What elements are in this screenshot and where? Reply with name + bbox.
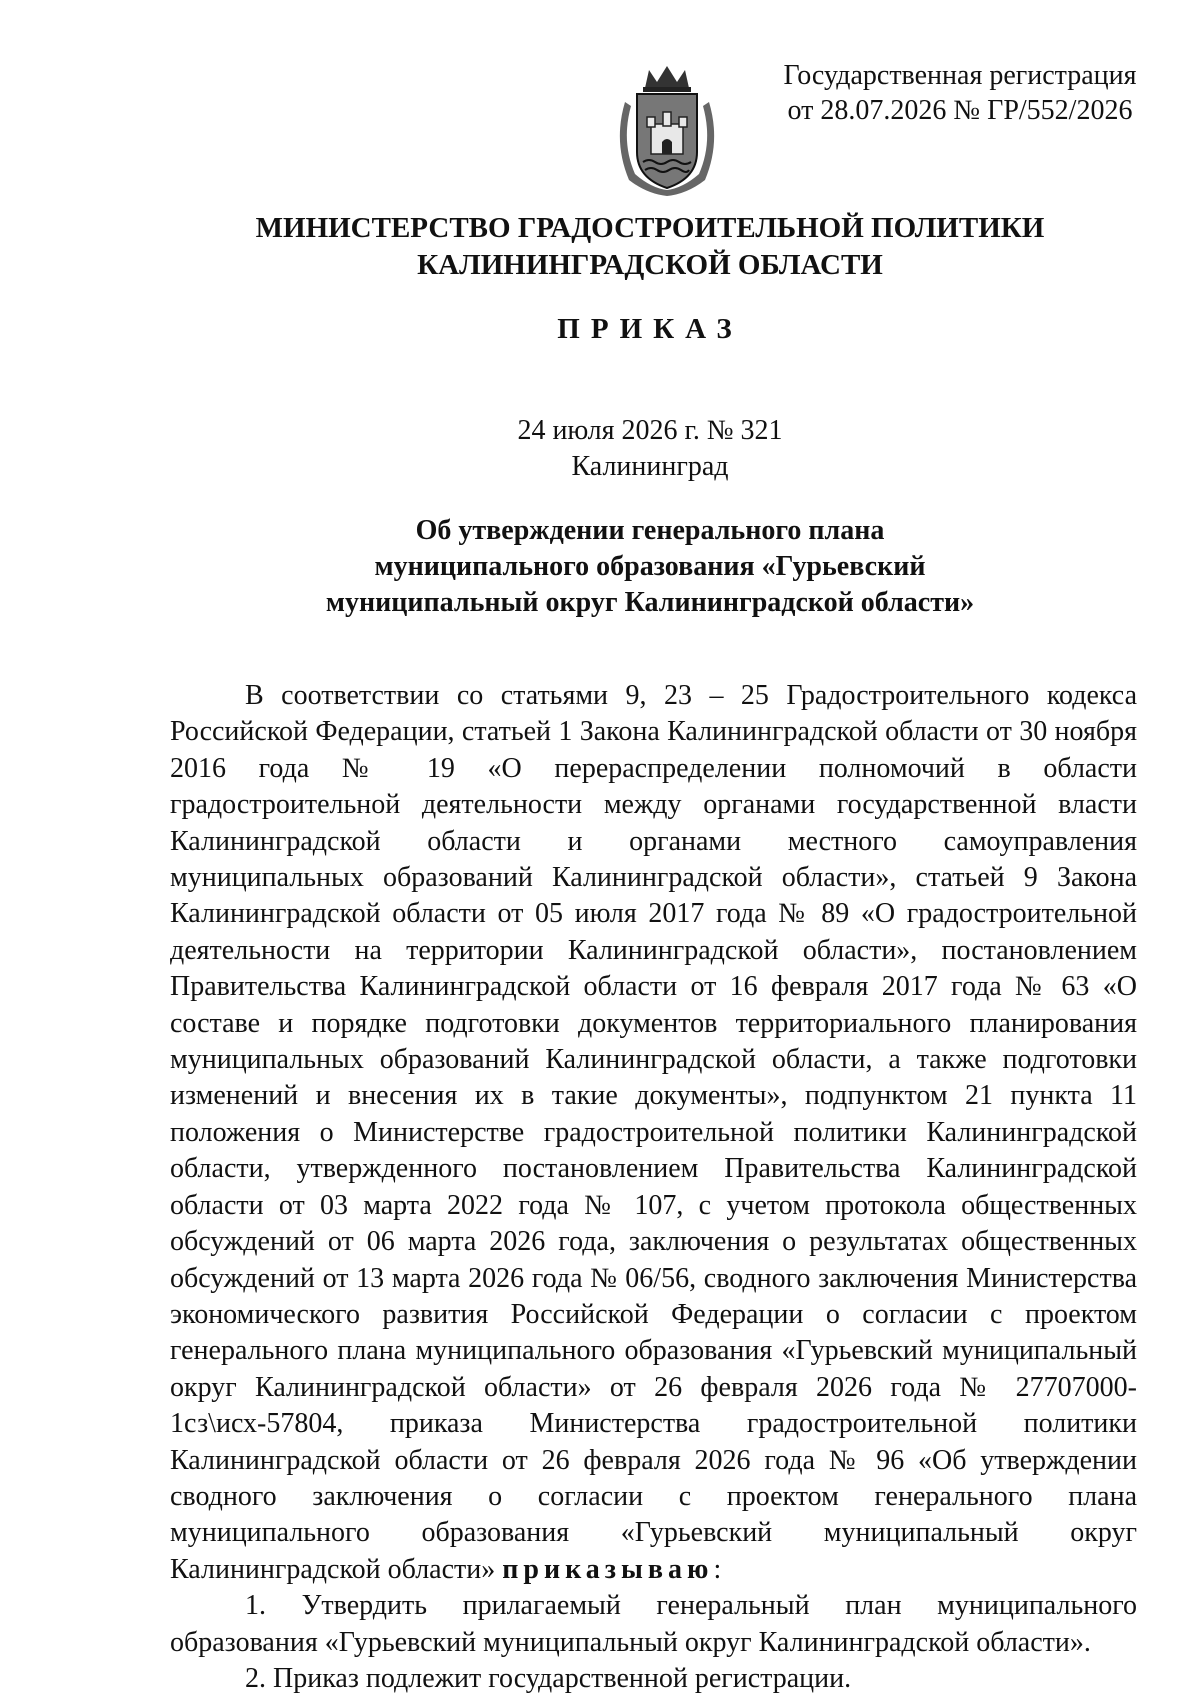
document-type: ПРИКАЗ: [557, 313, 743, 345]
subject-line-2: муниципального образования «Гурьевский: [374, 551, 926, 582]
registration-line-1: Государственная регистрация: [783, 60, 1137, 91]
preamble-text: В соответствии со статьями 9, 23 – 25 Градостроительного кодекса Российской Федерации, статьей 1 Закона Калининградской области от 30 ноября 2016 года № 19 «О перераспределении полномочий в области градостроительной деятельности между органами государственной власти Калининградской области и органами местного самоуправления муниципальных образований Калининградской области», статьей 9 Закона Калининградской области от 05 июля 2017 года № 89 «О градостроительной деятельности на территории Калининградской области», постановлением Правительства Калининградской области от 16 февраля 2017 года № 63 «О составе и порядке подготовки документов территориального планирования муниципальных образований Калининградской области, а также подготовки изменений и внесения их в такие документы», подпунктом 21 пункта 11 положения о Министерстве градостроительной политики Калининградской области, утвержденного постановлением Правительства Калининградской области от 03 марта 2022 года № 107, с учетом протокола общественных обсуждений от 06 марта 2026 года, заключения о результатах общественных обсуждений от 13 марта 2026 года № 06/56, сводного заключения Министерства экономического развития Российской Федерации о согласии с проектом генерального плана муниципального образования «Гурьевский муниципальный округ Калининградской области» от 26 февраля 2026 года № 27707000-1сз\исх-57804, приказа Министерства градостроительной политики Калининградской области от 26 февраля 2026 года № 96 «Об утверждении сводного заключения о согласии с проектом генерального плана муниципального образования «Гурьевский муниципальный округ Калининградской области»: [170, 680, 1137, 1585]
order-body: [170, 678, 1137, 1697]
subject-line-1: Об утверждении генерального плана: [415, 515, 885, 546]
preamble-paragraph: [170, 678, 1137, 1588]
order-city: Калининград: [571, 451, 729, 482]
order-subject: [100, 513, 1200, 621]
ministry-line-2: КАЛИНИНГРАДСКОЙ ОБЛАСТИ: [417, 249, 883, 281]
subject-line-3: муниципальный округ Калининградской области»: [325, 587, 975, 618]
order-word: приказываю: [502, 1553, 714, 1585]
registration-stamp: [760, 58, 1160, 128]
ministry-line-1: МИНИСТЕРСТВО ГРАДОСТРОИТЕЛЬНОЙ ПОЛИТИКИ: [255, 212, 1045, 244]
order-item-1: 1. Утвердить прилагаемый генеральный план муниципального образования «Гурьевский муниципальный округ Калининградской области».: [170, 1590, 1137, 1658]
order-colon: :: [713, 1553, 722, 1585]
order-date-number: 24 июля 2026 г. № 321: [517, 415, 783, 446]
ministry-name: [100, 210, 1200, 284]
registration-line-2: от 28.07.2026 № ГР/552/2026: [787, 95, 1133, 126]
order-item-2: 2. Приказ подлежит государственной регистрации.: [245, 1662, 852, 1694]
coat-of-arms-icon: [607, 62, 727, 200]
